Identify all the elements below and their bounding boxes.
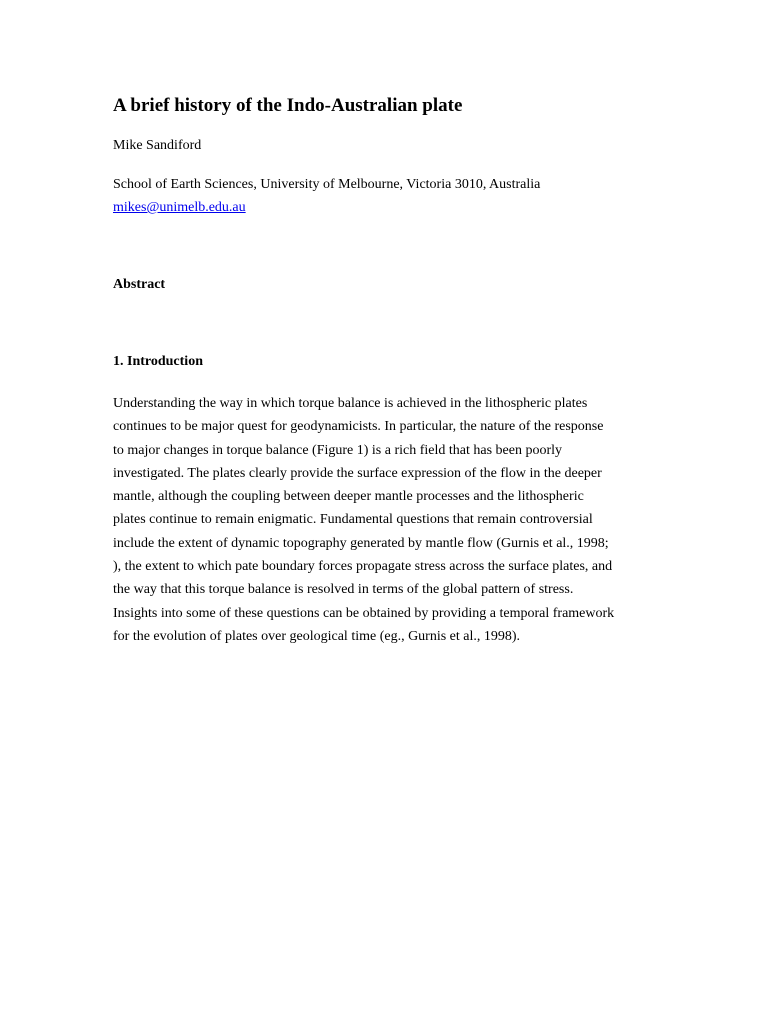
paragraph-line: mantle, although the coupling between deeper mantle processes and the lithospheric bbox=[113, 489, 584, 505]
paragraph-line: for the evolution of plates over geological time (eg., Gurnis et al., 1998). bbox=[113, 628, 521, 644]
author-affiliation: School of Earth Sciences, University of Melbourne, Victoria 3010, Australia bbox=[113, 177, 541, 192]
paragraph-line: plates continue to remain enigmatic. Fundamental questions that remain controversial bbox=[113, 512, 593, 528]
abstract-heading: Abstract bbox=[113, 277, 166, 292]
introduction-heading: 1. Introduction bbox=[113, 354, 203, 369]
paragraph-line: include the extent of dynamic topography generated by mantle flow (Gurnis et al., 1998; bbox=[113, 535, 609, 551]
author-name: Mike Sandiford bbox=[113, 138, 202, 153]
paragraph-line: investigated. The plates clearly provide the surface expression of the flow in the deeper bbox=[113, 465, 602, 481]
paragraph-line: to major changes in torque balance (Figure 1) is a rich field that has been poorly bbox=[113, 442, 563, 458]
paragraph-line: ), the extent to which pate boundary forces propagate stress across the surface plates, and bbox=[113, 559, 613, 575]
paragraph-line: the way that this torque balance is resolved in terms of the global pattern of stress. bbox=[113, 582, 574, 598]
paragraph-line: continues to be major quest for geodynamicists. In particular, the nature of the response bbox=[113, 419, 604, 435]
introduction-paragraph bbox=[113, 392, 673, 648]
paragraph-line: Insights into some of these questions can be obtained by providing a temporal framework bbox=[113, 605, 615, 621]
paragraph-line: Understanding the way in which torque balance is achieved in the lithospheric plates bbox=[113, 396, 588, 411]
paper-title: A brief history of the Indo-Australian plate bbox=[113, 95, 463, 116]
email-link[interactable]: mikes@unimelb.edu.au bbox=[113, 200, 246, 215]
